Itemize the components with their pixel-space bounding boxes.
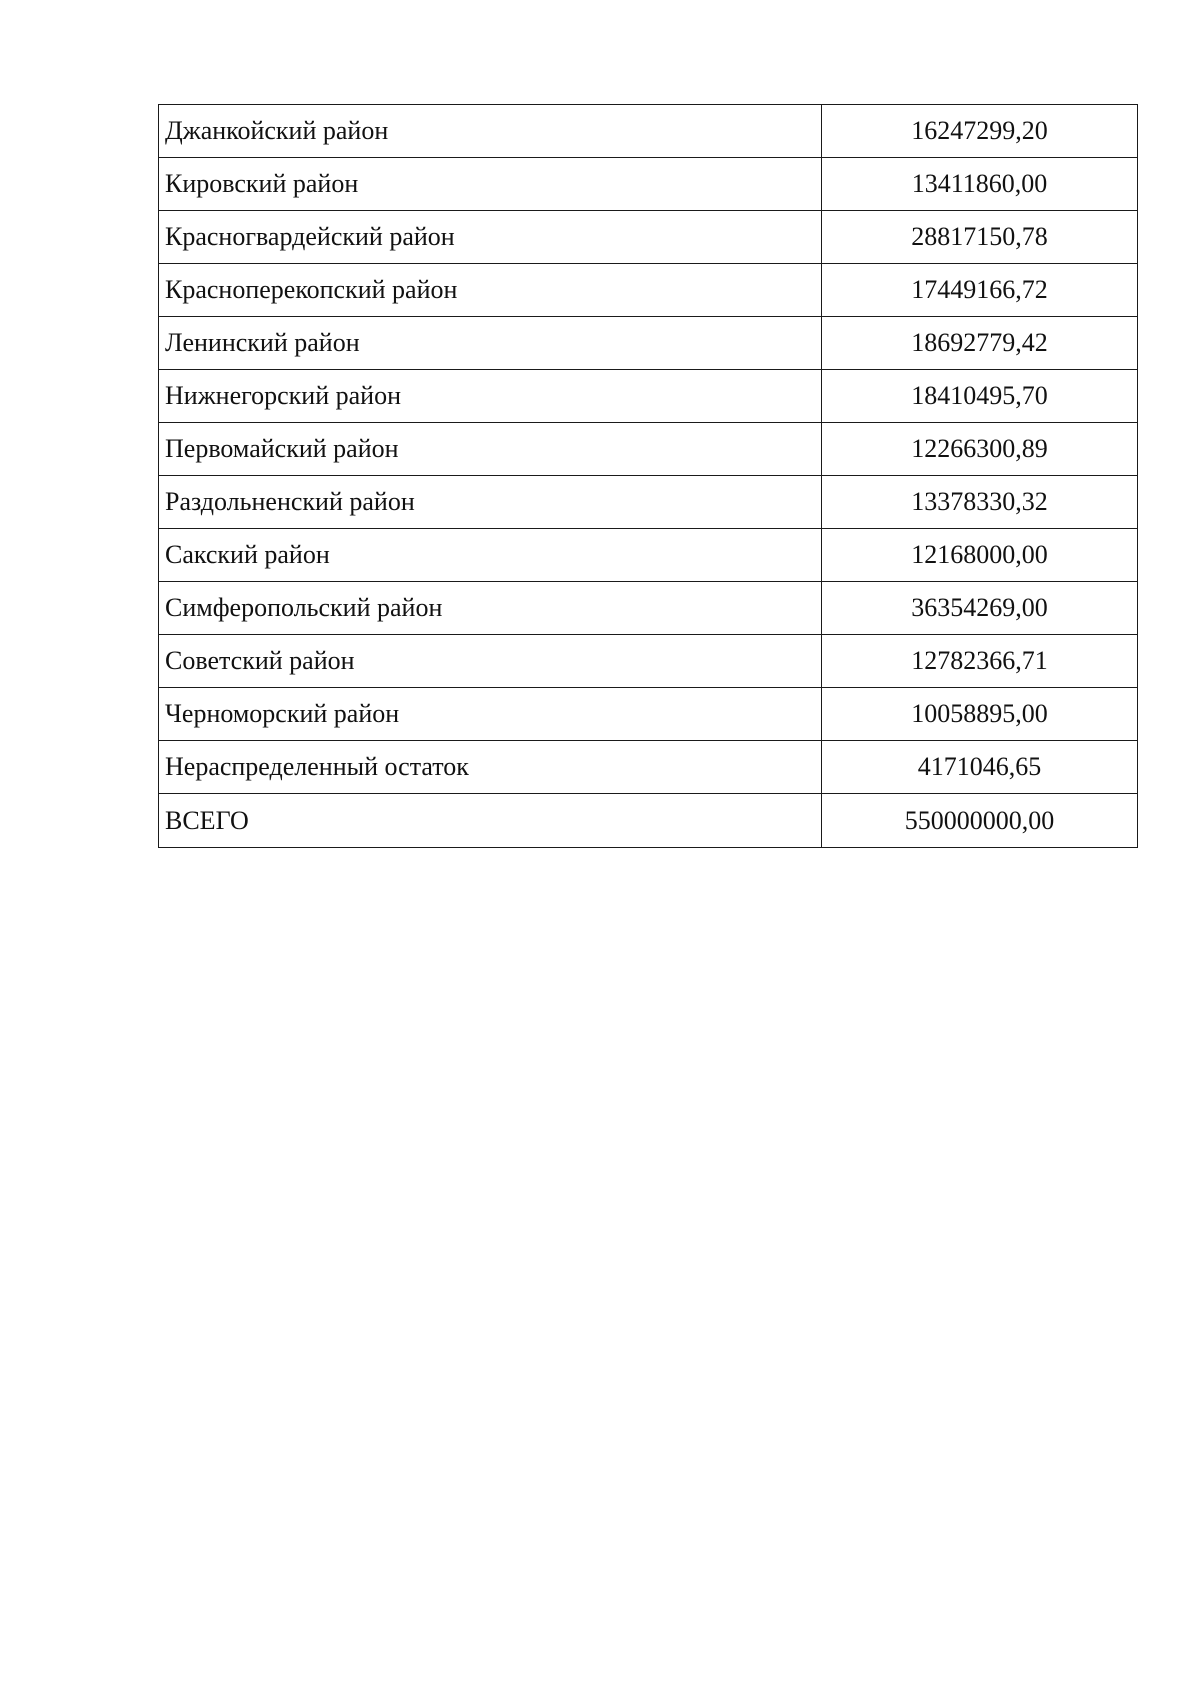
remainder-amount: 4171046,65 bbox=[822, 741, 1138, 794]
district-name: Красногвардейский район bbox=[159, 211, 822, 264]
remainder-label: Нераспределенный остаток bbox=[159, 741, 822, 794]
total-label: ВСЕГО bbox=[159, 794, 822, 848]
district-name: Черноморский район bbox=[159, 688, 822, 741]
district-amount: 36354269,00 bbox=[822, 582, 1138, 635]
district-amount: 28817150,78 bbox=[822, 211, 1138, 264]
district-amount: 13378330,32 bbox=[822, 476, 1138, 529]
district-name: Красноперекопский район bbox=[159, 264, 822, 317]
district-amount: 18692779,42 bbox=[822, 317, 1138, 370]
table-row bbox=[159, 476, 1138, 529]
district-name: Первомайский район bbox=[159, 423, 822, 476]
district-amount: 12266300,89 bbox=[822, 423, 1138, 476]
district-name: Ленинский район bbox=[159, 317, 822, 370]
total-row bbox=[159, 794, 1138, 848]
table-row bbox=[159, 105, 1138, 158]
district-name: Сакский район bbox=[159, 529, 822, 582]
district-name: Советский район bbox=[159, 635, 822, 688]
table-row bbox=[159, 317, 1138, 370]
table-row bbox=[159, 582, 1138, 635]
district-amount: 12782366,71 bbox=[822, 635, 1138, 688]
district-amount: 17449166,72 bbox=[822, 264, 1138, 317]
district-amount: 13411860,00 bbox=[822, 158, 1138, 211]
district-amount: 18410495,70 bbox=[822, 370, 1138, 423]
allocation-table bbox=[158, 104, 1138, 848]
district-name: Симферопольский район bbox=[159, 582, 822, 635]
table-row bbox=[159, 264, 1138, 317]
table-row bbox=[159, 635, 1138, 688]
table-row bbox=[159, 423, 1138, 476]
table-row bbox=[159, 370, 1138, 423]
district-name: Джанкойский район bbox=[159, 105, 822, 158]
district-name: Нижнегорский район bbox=[159, 370, 822, 423]
district-amount: 16247299,20 bbox=[822, 105, 1138, 158]
district-name: Кировский район bbox=[159, 158, 822, 211]
table-row bbox=[159, 158, 1138, 211]
table-row bbox=[159, 211, 1138, 264]
district-name: Раздольненский район bbox=[159, 476, 822, 529]
table-row bbox=[159, 529, 1138, 582]
district-amount: 10058895,00 bbox=[822, 688, 1138, 741]
table-row bbox=[159, 688, 1138, 741]
district-amount: 12168000,00 bbox=[822, 529, 1138, 582]
total-amount: 550000000,00 bbox=[822, 794, 1138, 848]
table-row bbox=[159, 741, 1138, 794]
